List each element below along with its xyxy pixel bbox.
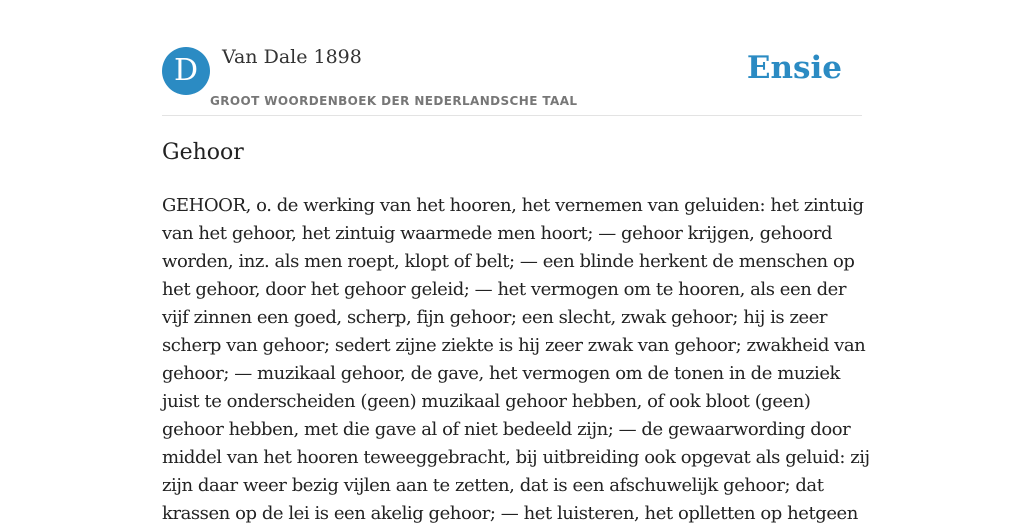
entry-definition (162, 192, 870, 528)
definition-line: gehoor; — muzikaal gehoor, de gave, het vermogen om de tonen in de muziek (162, 363, 840, 384)
dictionary-avatar[interactable]: D (162, 47, 210, 95)
definition-line: gehoor hebben, met die gave al of niet bedeeld zijn; — de gewaarwording door (162, 419, 851, 440)
header-divider (162, 115, 862, 116)
dictionary-title[interactable]: Van Dale 1898 (222, 46, 362, 68)
definition-line: zijn daar weer bezig vijlen aan te zetten, dat is een afschuwelijk gehoor; dat (162, 475, 824, 496)
definition-line: van het gehoor, het zintuig waarmede men hoort; — gehoor krijgen, gehoord (162, 223, 833, 244)
definition-line: worden, inz. als men roept, klopt of belt; — een blinde herkent de menschen op (162, 251, 855, 272)
definition-line: scherp van gehoor; sedert zijne ziekte is hij zeer zwak van gehoor; zwakheid van (162, 335, 866, 356)
definition-line: het gehoor, door het gehoor geleid; — het vermogen om te hooren, als een der (162, 279, 847, 300)
dictionary-subtitle: GROOT WOORDENBOEK DER NEDERLANDSCHE TAAL (210, 94, 578, 108)
definition-line: middel van het hooren teweeggebracht, bij uitbreiding ook opgevat als geluid: zij (162, 447, 870, 468)
definition-line: juist te onderscheiden (geen) muzikaal gehoor hebben, of ook bloot (geen) (162, 391, 811, 412)
definition-line: vijf zinnen een goed, scherp, fijn gehoor; een slecht, zwak gehoor; hij is zeer (162, 307, 828, 328)
definition-line: krassen op de lei is een akelig gehoor; — het luisteren, het oplletten op hetgeen (162, 503, 858, 524)
dictionary-header (162, 44, 862, 116)
entry-headword: Gehoor (162, 140, 244, 165)
definition-line: GEHOOR, o. de werking van het hooren, het vernemen van geluiden: het zintuig (162, 195, 864, 216)
ensie-logo[interactable]: Ensie (746, 50, 842, 86)
